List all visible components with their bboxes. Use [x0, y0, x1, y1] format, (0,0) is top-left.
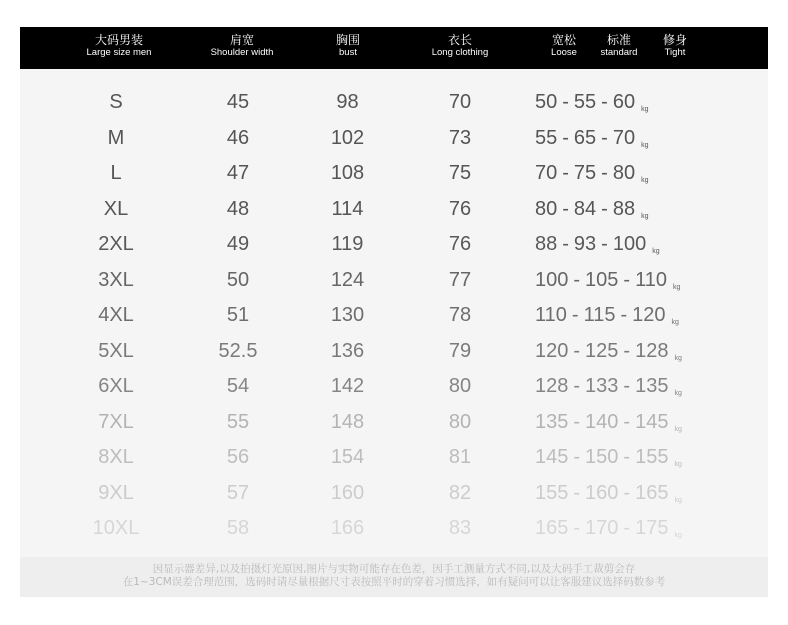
weight-unit: kg [641, 177, 649, 184]
range-separator: - [601, 126, 608, 149]
clothing-length-value: 79 [448, 339, 472, 362]
header-tight [654, 34, 696, 59]
shoulder-width-value: 54 [226, 375, 250, 397]
clothing-length-value: 70 [448, 91, 472, 113]
range-separator: - [623, 517, 631, 539]
range-separator: - [562, 162, 569, 184]
weight-standard-value: 75 [573, 162, 597, 184]
weight-unit: kg [641, 141, 649, 149]
weight-range [535, 300, 720, 338]
clothing-length-value: 73 [448, 126, 472, 149]
shoulder-width-value: 52.5 [218, 339, 258, 362]
bust-value: 102 [330, 126, 365, 149]
weight-loose-value: 135 [535, 410, 569, 433]
size-label: 7XL [98, 410, 134, 433]
weight-range [535, 123, 720, 161]
weight-unit: kg [674, 496, 682, 504]
weight-unit: kg [641, 212, 649, 220]
range-separator: - [573, 446, 581, 468]
header-shoulder [192, 34, 292, 59]
bust-value: 166 [330, 517, 365, 539]
weight-tight-value: 165 [635, 481, 669, 504]
shoulder-width-value: 48 [226, 197, 250, 220]
bust-value: 119 [331, 233, 364, 255]
weight-range [535, 478, 720, 516]
header-loose-cn: 宽松 [551, 33, 576, 47]
size-chart [20, 27, 768, 597]
weight-tight-value: 145 [635, 410, 669, 433]
weight-standard-value: 93 [573, 233, 597, 255]
weight-tight-value: 88 [612, 197, 636, 220]
bust-value: 148 [330, 410, 365, 433]
weight-unit: kg [674, 532, 682, 539]
weight-standard-value: 55 [573, 91, 597, 113]
clothing-length-value: 80 [448, 410, 472, 433]
weight-range [535, 87, 720, 125]
header-bust [320, 34, 376, 59]
weight-tight-value: 60 [612, 91, 636, 113]
range-separator: - [573, 375, 581, 397]
size-label: 3XL [98, 268, 134, 291]
size-row [20, 123, 768, 153]
clothing-length-value: 80 [448, 375, 472, 397]
weight-loose-value: 165 [535, 517, 569, 539]
header-standard-cn: 标准 [606, 33, 631, 47]
clothing-length-value: 76 [448, 197, 472, 220]
weight-standard-value: 133 [585, 375, 619, 397]
range-separator: - [562, 91, 569, 113]
range-separator: - [573, 517, 581, 539]
weight-standard-value: 170 [585, 517, 619, 539]
size-label: 6XL [98, 375, 134, 397]
bust-value: 130 [330, 304, 365, 326]
bust-value: 124 [330, 268, 365, 291]
shoulder-width-value: 56 [226, 446, 250, 468]
weight-standard-value: 115 [583, 304, 616, 326]
weight-loose-value: 145 [535, 446, 569, 468]
size-row [20, 371, 768, 401]
bust-value: 142 [330, 375, 365, 397]
size-label: M [107, 126, 125, 149]
size-row [20, 478, 768, 508]
weight-tight-value: 120 [632, 304, 666, 326]
range-separator: - [623, 410, 631, 433]
clothing-length-value: 82 [448, 481, 472, 504]
weight-tight-value: 128 [635, 339, 669, 362]
size-label: 2XL [98, 233, 134, 255]
bust-value: 154 [330, 446, 365, 468]
header-size [72, 34, 166, 59]
size-label: XL [103, 197, 129, 220]
shoulder-width-value: 55 [226, 410, 250, 433]
weight-loose-value: 50 [535, 91, 558, 113]
header-tight-cn: 修身 [662, 33, 687, 47]
size-note-line-1: 因显示器差异,以及拍摄灯光原因,图片与实物可能存在色差，因手工测量方式不同,以及大码手工裁剪会存 [152, 563, 636, 575]
header-length-en: Long clothing [431, 47, 489, 58]
weight-loose-value: 88 [535, 233, 558, 255]
header-shoulder-cn: 肩宽 [229, 33, 254, 47]
header-shoulder-en: Shoulder width [210, 47, 274, 58]
weight-range [535, 442, 720, 480]
header-loose-en: Loose [551, 47, 577, 58]
bust-value: 136 [330, 339, 365, 362]
bust-value: 114 [331, 197, 364, 220]
weight-loose-value: 120 [535, 339, 569, 362]
size-row [20, 229, 768, 259]
range-separator: - [623, 375, 631, 397]
weight-unit: kg [674, 390, 682, 397]
weight-range [535, 407, 720, 445]
weight-loose-value: 100 [535, 268, 569, 291]
size-row [20, 158, 768, 188]
range-separator: - [623, 339, 631, 362]
weight-tight-value: 135 [635, 375, 669, 397]
weight-standard-value: 125 [585, 339, 619, 362]
weight-standard-value: 65 [573, 126, 597, 149]
weight-unit: kg [674, 354, 682, 362]
weight-standard-value: 160 [585, 481, 619, 504]
size-label: 5XL [98, 339, 134, 362]
range-separator: - [562, 233, 569, 255]
weight-range [535, 229, 720, 267]
weight-loose-value: 55 [535, 126, 558, 149]
weight-unit: kg [641, 106, 649, 113]
header-bust-en: bust [339, 47, 357, 58]
weight-tight-value: 70 [612, 126, 636, 149]
weight-unit: kg [674, 425, 682, 433]
weight-range [535, 194, 720, 232]
weight-unit: kg [672, 283, 681, 291]
range-separator: - [623, 481, 631, 504]
bust-value: 98 [336, 91, 359, 113]
range-separator: - [573, 410, 581, 433]
size-label: 9XL [98, 481, 134, 504]
header-length-cn: 衣长 [447, 33, 472, 47]
weight-standard-value: 140 [585, 410, 619, 433]
range-separator: - [573, 481, 581, 504]
clothing-length-value: 76 [448, 233, 472, 255]
weight-range [535, 371, 720, 409]
shoulder-width-value: 51 [226, 304, 250, 326]
size-row [20, 336, 768, 366]
weight-range [535, 513, 720, 551]
shoulder-width-value: 50 [226, 268, 250, 291]
size-label: 10XL [92, 517, 140, 539]
header-standard [594, 34, 644, 59]
shoulder-width-value: 46 [226, 126, 250, 149]
size-chart-header [20, 27, 768, 69]
weight-loose-value: 128 [535, 375, 569, 397]
clothing-length-value: 81 [448, 446, 472, 468]
size-row [20, 194, 768, 224]
size-label: 8XL [98, 446, 134, 468]
size-label: 4XL [98, 304, 134, 326]
weight-range [535, 336, 720, 374]
size-row [20, 513, 768, 543]
weight-loose-value: 80 [535, 197, 558, 220]
size-note-line-2: 在1~3CM误差合理范围，选码时请尽量根据尺寸表按照平时的穿着习惯选择，如有疑问可以让客服建议选择码数参考 [122, 576, 666, 588]
shoulder-width-value: 45 [226, 91, 250, 113]
header-size-en: Large size men [86, 47, 152, 58]
weight-tight-value: 110 [635, 268, 667, 291]
size-label: S [109, 91, 123, 113]
clothing-length-value: 83 [448, 517, 472, 539]
size-row [20, 265, 768, 295]
clothing-length-value: 78 [448, 304, 472, 326]
header-bust-cn: 胸围 [335, 33, 360, 47]
range-separator: - [623, 446, 631, 468]
size-row [20, 442, 768, 472]
shoulder-width-value: 57 [226, 481, 250, 504]
range-separator: - [601, 91, 608, 113]
header-tight-en: Tight [664, 47, 686, 58]
size-row [20, 300, 768, 330]
range-separator: - [571, 304, 579, 326]
shoulder-width-value: 49 [226, 233, 250, 255]
weight-tight-value: 175 [635, 517, 669, 539]
bust-value: 160 [330, 481, 365, 504]
size-row [20, 87, 768, 117]
weight-unit: kg [671, 319, 679, 326]
weight-loose-value: 70 [535, 162, 558, 184]
header-standard-en: standard [600, 47, 638, 58]
size-label: L [110, 162, 122, 184]
weight-standard-value: 105 [585, 268, 619, 291]
weight-tight-value: 100 [612, 233, 647, 255]
weight-tight-value: 80 [612, 162, 636, 184]
header-length [416, 34, 504, 59]
range-separator: - [573, 339, 581, 362]
weight-standard-value: 150 [585, 446, 619, 468]
weight-range [535, 265, 720, 303]
size-row [20, 407, 768, 437]
weight-unit: kg [652, 248, 660, 255]
range-separator: - [601, 162, 608, 184]
clothing-length-value: 77 [448, 268, 472, 291]
size-note [20, 557, 768, 597]
range-separator: - [623, 268, 631, 291]
shoulder-width-value: 47 [226, 162, 250, 184]
weight-tight-value: 155 [635, 446, 669, 468]
shoulder-width-value: 58 [226, 517, 250, 539]
weight-loose-value: 110 [535, 304, 567, 326]
range-separator: - [562, 126, 569, 149]
weight-loose-value: 155 [535, 481, 569, 504]
range-separator: - [601, 197, 608, 220]
weight-standard-value: 84 [573, 197, 597, 220]
range-separator: - [601, 233, 608, 255]
header-loose [542, 34, 586, 59]
range-separator: - [562, 197, 569, 220]
weight-unit: kg [674, 461, 682, 468]
weight-range [535, 158, 720, 196]
bust-value: 108 [330, 162, 365, 184]
range-separator: - [573, 268, 581, 291]
range-separator: - [620, 304, 628, 326]
header-size-cn: 大码男装 [94, 33, 143, 47]
clothing-length-value: 75 [448, 162, 472, 184]
